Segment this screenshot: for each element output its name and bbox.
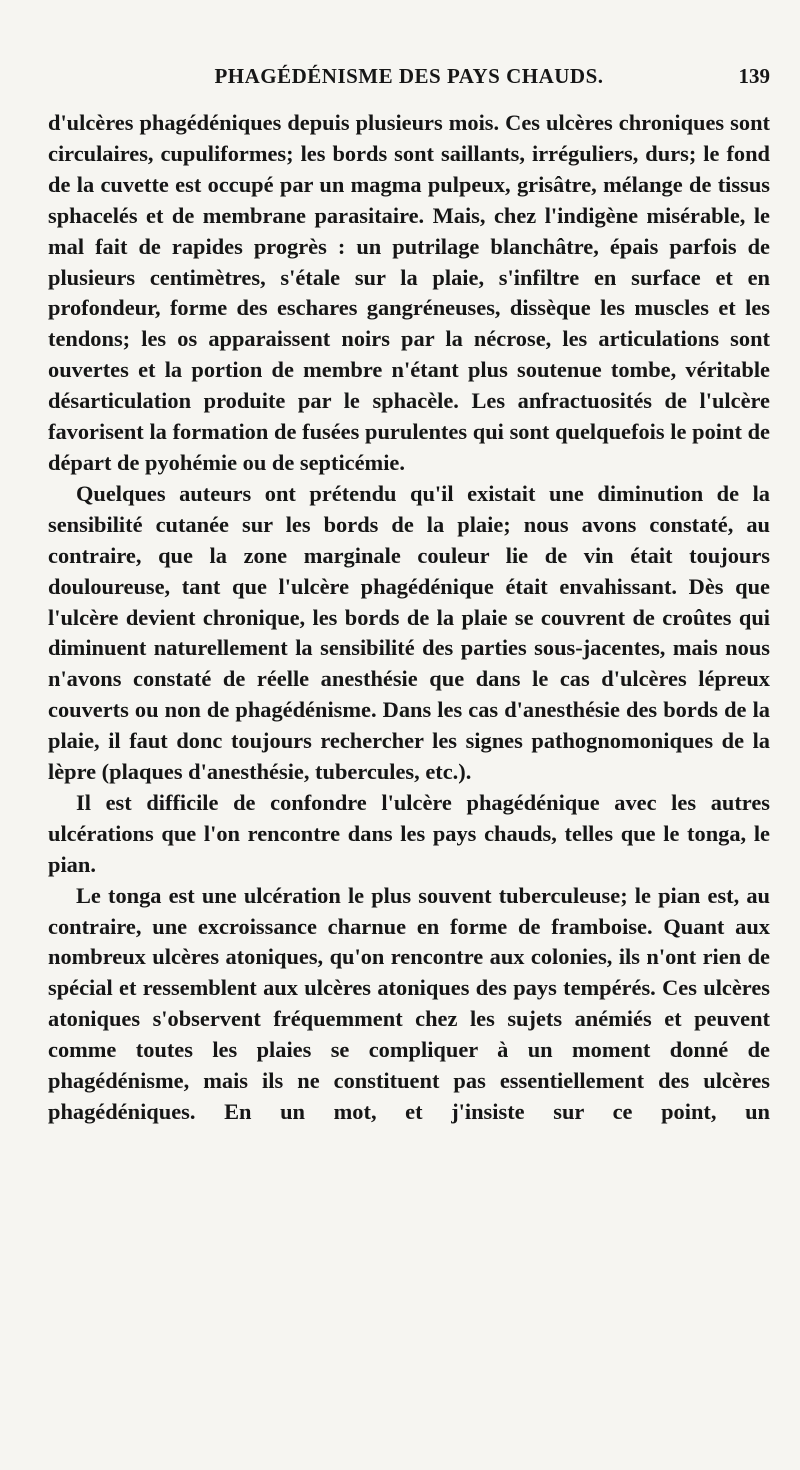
paragraph-4: Le tonga est une ulcération le plus souvent tuberculeuse; le pian est, au contraire, une excroissance charnue en forme de framboise. Quant aux nombreux ulcères atoniques, qu'on rencontre aux colonies, ils n'ont rien de spécial et ressemblent aux ulcères atoniques des pays tempérés. Ces ulcères atoniques s'observent fréquemment chez les sujets anémiés et peuvent comme toutes les plaies se compliquer à un moment donné de phagédénisme, mais ils ne constituent pas essentiellement des ulcères phagédéniques. En un mot, et j'insiste sur ce point, un <box>48 882 770 1124</box>
running-head <box>48 62 770 96</box>
paragraph-3: Il est difficile de confondre l'ulcère phagédénique avec les autres ulcérations que l'on rencontre dans les pays chauds, telles que le tonga, le pian. <box>48 789 770 877</box>
paragraph-1: d'ulcères phagédéniques depuis plusieurs mois. Ces ulcères chroniques sont circulaires, cupuliformes; les bords sont saillants, irréguliers, durs; le fond de la cuvette est occupé par un magma pulpeux, grisâtre, mélange de tissus sphacelés et de membrane parasitaire. Mais, chez l'indigène misérable, le mal fait de rapides progrès : un putrilage blanchâtre, épais parfois de plusieurs centimètres, s'étale sur la plaie, s'infiltre en surface et en profondeur, forme des eschares gangréneuses, dissèque les muscles et les tendons; les os apparaissent noirs par la nécrose, les articulations sont ouvertes et la portion de membre n'étant plus soutenue tombe, véritable désarticulation produite par le sphacèle. Les anfractuosités de l'ulcère favorisent la formation de fusées purulentes qui sont quelquefois le point de départ de pyohémie ou de septicémie. <box>48 110 770 475</box>
paragraph-2: Quelques auteurs ont prétendu qu'il existait une diminution de la sensibilité cutanée sur les bords de la plaie; nous avons constaté, au contraire, que la zone marginale couleur lie de vin était toujours douloureuse, tant que l'ulcère phagédénique était envahissant. Dès que l'ulcère devient chronique, les bords de la plaie se couvrent de croûtes qui diminuent naturellement la sensibilité des parties sous-jacentes, mais nous n'avons constaté de réelle anesthésie que dans le cas d'ulcères lépreux couverts ou non de phagédénisme. Dans les cas d'anesthésie des bords de la plaie, il faut donc toujours rechercher les signes pathognomoniques de la lèpre (plaques d'anesthésie, tubercules, etc.). <box>48 480 770 785</box>
running-title: PHAGÉDÉNISME DES PAYS CHAUDS. <box>214 64 604 88</box>
text-body <box>48 108 770 1128</box>
page-number: 139 <box>738 64 770 88</box>
